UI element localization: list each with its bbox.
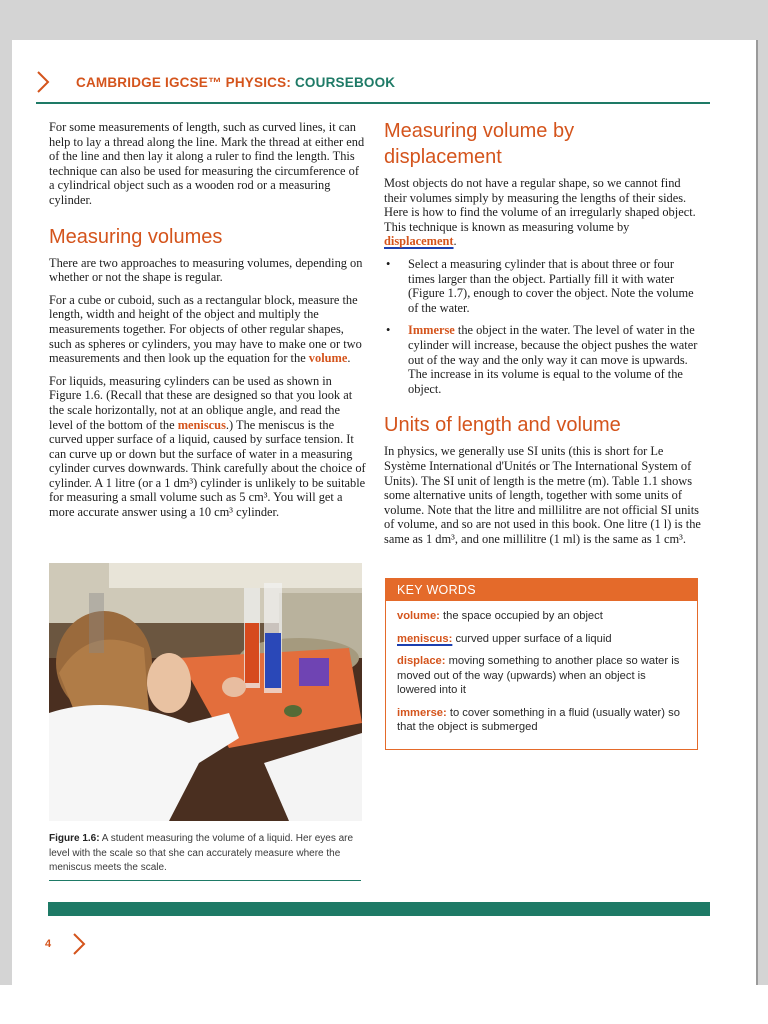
key-word-entry [397, 624, 687, 647]
figure-caption-text: A student measuring the volume of a liquid. Her eyes are level with the scale so that she can accurately measure where the meniscus meets the scale. [49, 833, 354, 873]
book-series: CAMBRIDGE IGCSE™ PHYSICS: [76, 75, 295, 90]
disp-text: Most objects do not have a regular shape, so we cannot find their volumes simply by measuring the lengths of their sides. Here is how to find the volume of an irregularly shaped object. This technique is known as measuring volume by [384, 176, 696, 234]
book-title [76, 75, 395, 90]
key-word-entry [397, 601, 687, 624]
p2-text: For a cube or cuboid, such as a rectangular block, measure the length, width and height of the object and multiply the measurements together. For objects of other regular shapes, such as spheres or cylinders, you may have to make one or two measurements and then look up the equation for the [49, 292, 362, 366]
heading-displacement: Measuring volume by displacement [384, 120, 575, 168]
page-number: 4 [45, 938, 52, 950]
figure-label: Figure 1.6: [49, 833, 100, 844]
units-paragraph: In physics, we generally use SI units (this is short for Le Système International d'Unités or The International System of Units). The SI unit of length is the metre (m). Table 1.1 shows some alternative units of length, together with some units of volume. Note that the litre and millilitre are not official SI units of volume, and so are not used in this book. One litre (1 l) is the same as 1 dm³, and one millilitre (1 ml) is the same as 1 cm³. [384, 444, 701, 546]
scan-background [0, 985, 768, 1024]
student-photo-illustration [49, 563, 362, 821]
def-immerse: to cover something in a fluid (usually water) so that the object is submerged [397, 706, 680, 733]
disp-end: . [453, 234, 457, 249]
step-1: • Select a measuring cylinder that is about three or four times larger than the object. Partially fill it with water (Figure 1.7), enough to cover the object. Note the volume of the water. [384, 257, 702, 315]
chevron-right-icon [72, 933, 86, 955]
key-word-entry [397, 646, 687, 698]
displacement-steps [384, 257, 702, 396]
volumes-paragraph-1: There are two approaches to measuring volumes, depending on whether or not the shape is regular. [49, 255, 363, 285]
step-2-text: the object in the water. The level of water in the cylinder will increase, because the object pushes the water out of the way and the only way it can move is upwards. The increase in its volume is equal to the volume of the object. [408, 323, 698, 396]
term-displace: displace: [397, 655, 446, 667]
volumes-paragraph-2 [49, 293, 366, 366]
volumes-paragraph-3 [49, 374, 366, 520]
caption-rule [49, 880, 361, 881]
heading-units: Units of length and volume [384, 414, 621, 437]
def-volume: the space occupied by an object [439, 610, 603, 622]
p2-end: . [347, 351, 351, 366]
keyword-meniscus: meniscus [177, 417, 226, 432]
book-page [12, 40, 757, 985]
key-word-entry [397, 698, 687, 735]
running-header [36, 70, 716, 100]
figure-caption [49, 832, 354, 876]
term-immerse: immerse: [397, 706, 447, 719]
term-meniscus: meniscus: [397, 632, 453, 645]
figure-photo [49, 563, 362, 821]
keyword-immerse: Immerse [408, 323, 455, 338]
def-meniscus: curved upper surface of a liquid [452, 632, 612, 645]
footer-band [48, 902, 710, 916]
book-type: COURSEBOOK [294, 75, 396, 90]
page-edge [756, 40, 758, 985]
step-2 [384, 323, 702, 396]
term-volume: volume: [397, 610, 440, 622]
header-rule [36, 102, 710, 104]
p3-end: .) The meniscus is the curved upper surface of a liquid, caused by surface tension. It can curve up or down but the surface of water in a measuring cylinder curves downwards. Think carefully about the choice of cylinder. A 1 litre (or a 1 dm³) cylinder is unlikely to be suitable for measuring a small volume such as 5 cm³. You will get a more accurate answer using a 10 cm³ cylinder. [49, 417, 366, 520]
chevron-right-icon [36, 71, 50, 93]
p3-text: For liquids, measuring cylinders can be used as shown in Figure 1.6. (Recall that these are designed so that you look at the scale horizontally, not at an oblique angle, and read the level of the bottom of the [49, 373, 353, 432]
key-words-title: KEY WORDS [386, 579, 697, 601]
key-words-box [385, 578, 698, 750]
intro-paragraph: For some measurements of length, such as curved lines, it can help to lay a thread along the line. Mark the thread at either end of the line and then lay it along a ruler to find the length. This technique can also be used for measuring the circumference of a cylindrical object such as a wooden rod or a measuring cylinder. [49, 120, 365, 207]
displacement-paragraph [384, 176, 702, 249]
def-displace: moving something to another place so water is moved out of the way (upwards) when an object is lowered into it [397, 655, 680, 696]
left-column [49, 120, 366, 528]
heading-measuring-volumes: Measuring volumes [49, 225, 223, 248]
keyword-volume: volume [308, 351, 348, 366]
right-column [384, 118, 702, 554]
keyword-displacement: displacement [384, 234, 454, 249]
